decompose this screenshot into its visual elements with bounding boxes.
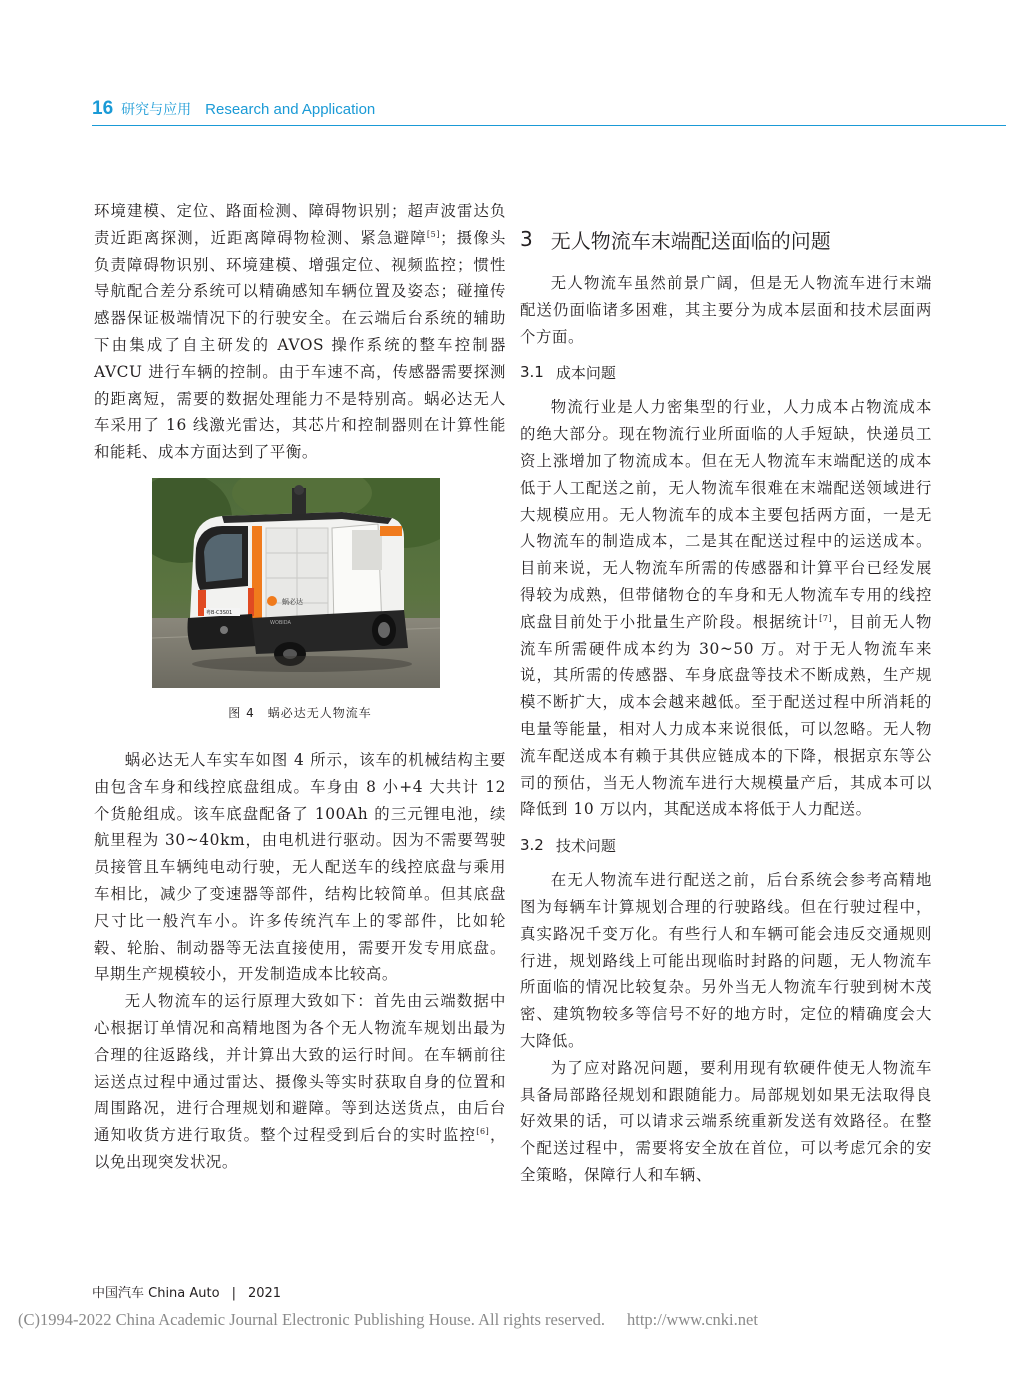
subsection-number: 3.2 (520, 836, 544, 855)
journal-year: 2021 (247, 1286, 282, 1301)
copyright-notice (18, 1310, 758, 1330)
citation-6[interactable]: [6] (476, 1127, 490, 1136)
brand-text: 蜗必达 (282, 597, 303, 606)
section-3-1-heading (520, 360, 932, 384)
plate-text: 粤B·C3S01 (206, 609, 233, 616)
text-span: 物流行业是人力密集型的行业，人力成本占物流成本的绝大部分。现在物流行业所面临的人手短缺，快递员工资上涨增加了物流成本。但在无人物流车末端配送的成本低于人工配送之前，无人物流车很难在末端配送领域进行大规模应用。无人物流车的成本主要包括两方面，一是无人物流车的制造成本，二是其在配送过程中的运送成本。目前来说，无人物流车所需的传感器和计算平台已经发展得较为成熟，但带储物仓的车身和无人物流车专用的线控底盘目前处于小批量生产阶段。根据统计 (520, 398, 932, 631)
paragraph-tech-1: 在无人物流车进行配送之前，后台系统会参考高精地图为每辆车计算规划合理的行驶路线。但在行驶过程中，真实路况千变万化。有些行人和车辆可能会违反交通规则行进，规划路线上可能出现临时封路的问题，无人物流车所面临的情况比较复杂。另外当无人物流车行驶到树木茂密、建筑物较多等信号不好的地方时，定位的精确度会大大降低。 (520, 871, 932, 1050)
text-span: 环境建模、定位、路面检测、障碍物识别；超声波雷达负责近距离探测，近距离障碍物检测、紧急避障 (94, 202, 506, 247)
paragraph-cost (520, 394, 932, 823)
right-column (520, 222, 932, 1189)
text-span: ，目前无人物流车所需硬件成本约为 30~50 万。对于无人物流车来说，其所需的传感器、车身底盘等技术不断成熟，生产规模不断扩大，成本会越来越低。至于配送过程中所消耗的电量等能量，相对人力成本来说很低，可以忽略。无人物流车配送成本有赖于其供应链成本的下降，根据京东等公司的预估，当无人物流车进行大规模量产后，其成本可以降低到 10 万以内，其配送成本将低于人力配送。 (520, 612, 932, 819)
subsection-title: 技术问题 (555, 836, 616, 855)
running-header (92, 98, 375, 122)
side-text: WOBIDA (270, 619, 291, 626)
paragraph-tech-2: 为了应对路况问题，要利用现有软硬件使无人物流车具备局部路径规划和跟随能力。局部规划如果无法取得良好效果的话，可以请求云端系统重新发送有效路径。在整个配送过程中，需要将安全放在首位，可以考虑冗余的安全策略，保障行人和车辆、 (520, 1058, 932, 1184)
footer-separator: | (231, 1286, 236, 1301)
figure-caption: 图 4 蜗必达无人物流车 (228, 705, 372, 720)
figure-4 (94, 478, 506, 721)
subsection-number: 3.1 (520, 363, 544, 382)
citation-7[interactable]: [7] (819, 613, 833, 623)
section-3-heading (520, 222, 932, 256)
text-span: ；摄像头负责障碍物识别、环境建模、增强定位、视频监控；惯性导航配合差分系统可以精确感知车辆位置及姿态；碰撞传感器保证极端情况下的行驶安全。在云端后台系统的辅助下由集成了自主研发的 AVOS 操作系统的整车控制器 AVCU 进行车辆的控制。由于车速不高，传感器需要探测的距离短，需要的数据处理能力不是特别高。蜗必达无人车采用了 16 线激光雷达，其芯片和控制器则在计算性能和能耗、成本方面达到了平衡。 (94, 228, 506, 462)
vehicle-photo (152, 478, 440, 688)
header-rule (92, 125, 1006, 126)
page-number: 16 (92, 98, 114, 119)
section-number: 3 (520, 227, 533, 251)
text-span: 无人物流车的运行原理大致如下：首先由云端数据中心根据订单情况和高精地图为各个无人物流车规划出最为合理的往返路线，并计算出大致的运行时间。在车辆前往运送点过程中通过雷达、摄像头等实时获取自身的位置和周围路况，进行合理规划和避障。等到达送货点，由后台通知收货方进行取货。整个过程受到后台的实时监控 (94, 992, 506, 1145)
page-footer (92, 1282, 281, 1301)
paragraph-operating-principle (94, 988, 506, 1176)
paragraph-intro: 无人物流车虽然前景广阔，但是无人物流车进行末端配送仍面临诸多困难，其主要分为成本层面和技术层面两个方面。 (520, 274, 932, 346)
journal-name: 中国汽车 China Auto (92, 1286, 220, 1301)
section-label-cn: 研究与应用 (121, 102, 192, 118)
copyright-text: (C)1994-2022 China Academic Journal Electronic Publishing House. All rights reserved. (18, 1310, 606, 1329)
paragraph-sensors (94, 198, 506, 466)
left-column (94, 198, 506, 1176)
section-label-en: Research and Application (205, 101, 376, 118)
citation-5[interactable]: [5] (426, 229, 441, 239)
cnki-link[interactable]: http://www.cnki.net (627, 1310, 758, 1329)
text-span: ，以免出现突发状况。 (94, 1126, 506, 1171)
subsection-title: 成本问题 (555, 363, 616, 382)
paragraph-vehicle-structure: 蜗必达无人车实车如图 4 所示，该车的机械结构主要由包含车身和线控底盘组成。车身由 8 小+4 大共计 12 个货舱组成。该车底盘配备了 100Ah 的三元锂电池，续航里程为 30~40km，由电机进行驱动。因为不需要驾驶员接管且车辆纯电动行驶，无人配送车的线控底盘与乘用车相比，减少了变速器等部件，结构比较简单。但其底盘尺寸比一般汽车小。许多传统汽车上的零部件，比如轮毂、轮胎、制动器等无法直接使用，需要开发专用底盘。早期生产规模较小，开发制造成本比较高。 (94, 750, 506, 984)
section-3-2-heading (520, 833, 932, 857)
section-title: 无人物流车末端配送面临的问题 (550, 228, 831, 253)
